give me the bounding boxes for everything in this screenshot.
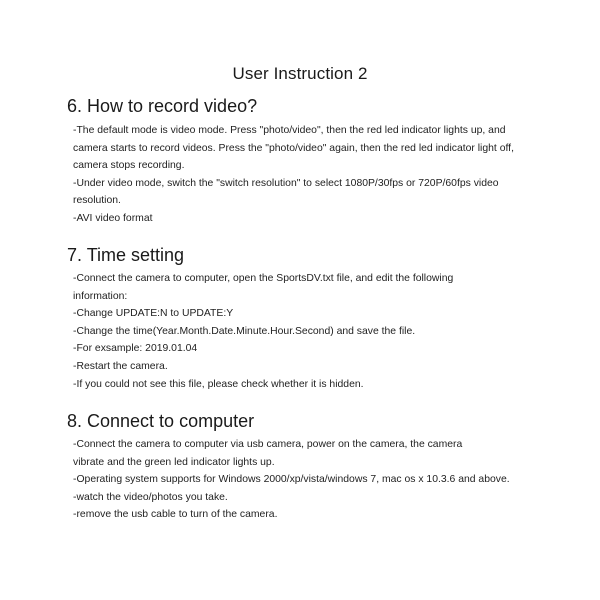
instruction-line: -The default mode is video mode. Press "photo/video", then the red led indicator lights up, and: [73, 125, 506, 136]
instruction-line: resolution.: [73, 195, 121, 207]
section-body-time-setting: [73, 270, 543, 393]
instruction-line: -For exsample: 2019.01.04: [73, 343, 198, 355]
instruction-line: -AVI video format: [73, 212, 153, 224]
instruction-line: camera stops recording.: [73, 160, 185, 172]
instruction-line: -If you could not see this file, please check whether it is hidden.: [73, 378, 364, 390]
section-body-connect-computer: [73, 436, 543, 524]
instruction-line: -Change UPDATE:N to UPDATE:Y: [73, 308, 234, 320]
instruction-line: -Operating system supports for Windows 2000/xp/vista/windows 7, mac os x 10.3.6 and above.: [73, 474, 510, 486]
instruction-line: vibrate and the green led indicator lights up.: [73, 456, 275, 468]
section-heading-record-video: 6. How to record video?: [67, 96, 258, 116]
instruction-line: -Change the time(Year.Month.Date.Minute.Hour.Second) and save the file.: [73, 325, 416, 337]
instruction-line: -remove the usb cable to turn of the camera.: [73, 509, 278, 521]
instruction-line: -Restart the camera.: [73, 360, 168, 372]
section-heading-time-setting: 7. Time setting: [67, 245, 185, 265]
instruction-line: -Connect the camera to computer via usb camera, power on the camera, the camera: [73, 439, 463, 450]
instruction-line: camera starts to record videos. Press the "photo/video" again, then the red led indicator light off,: [73, 142, 514, 154]
section-body-record-video: [73, 122, 543, 228]
instruction-line: -Under video mode, switch the "switch resolution" to select 1080P/30fps or 720P/60fps video: [73, 177, 499, 189]
instruction-line: -watch the video/photos you take.: [73, 491, 228, 503]
page-title: User Instruction 2: [232, 64, 368, 83]
section-heading-connect-computer: 8. Connect to computer: [67, 411, 255, 431]
instruction-line: -Connect the camera to computer, open the SportsDV.txt file, and edit the following: [73, 273, 454, 284]
instruction-line: information:: [73, 290, 128, 302]
